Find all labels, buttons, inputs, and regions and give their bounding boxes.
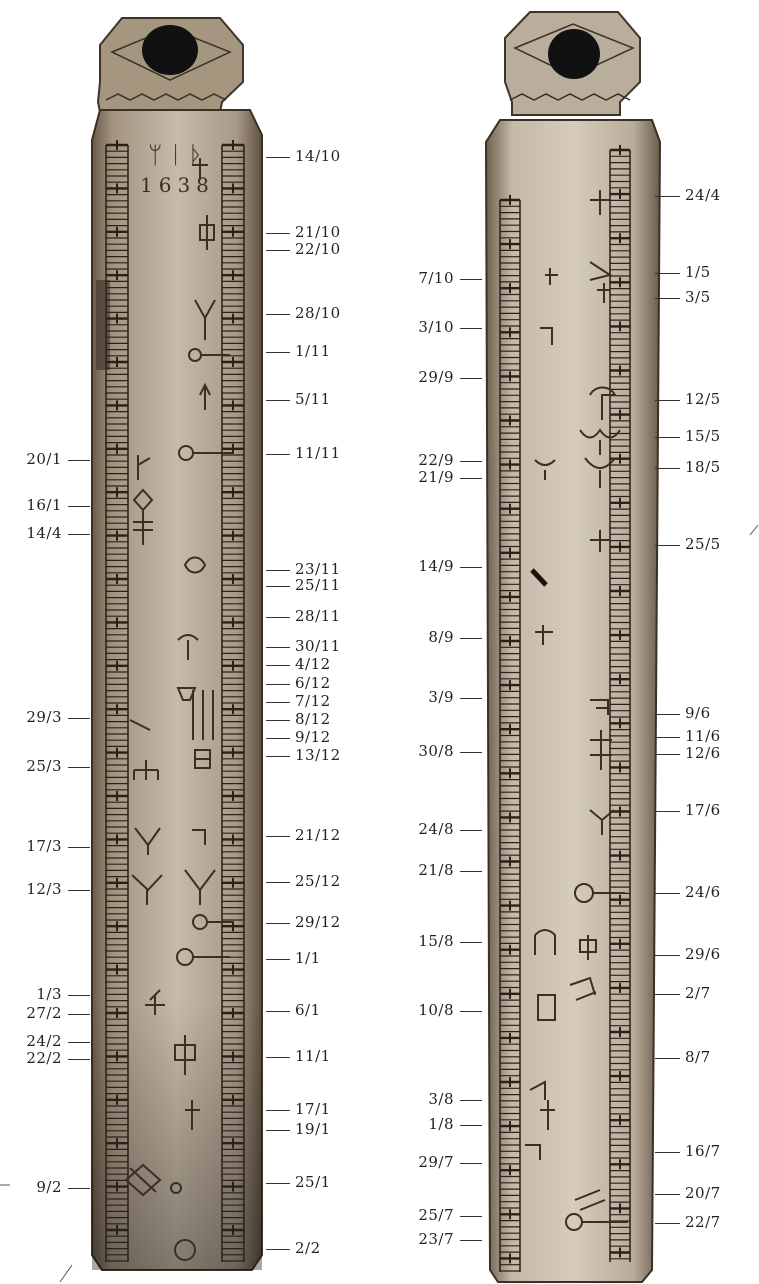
date-label: 12/6	[685, 744, 721, 762]
label-leader-line	[266, 157, 290, 158]
label-leader-line	[655, 1194, 680, 1195]
label-leader-line	[655, 196, 680, 197]
date-label: 1/1	[295, 949, 321, 967]
inscription-top: ᛘᛁᚦ	[148, 141, 210, 169]
label-leader-line	[266, 756, 290, 757]
date-label: 30/8	[418, 742, 454, 760]
label-leader-line	[655, 437, 680, 438]
date-label: 17/3	[26, 837, 62, 855]
date-label: 7/10	[418, 269, 454, 287]
date-label: 22/10	[295, 240, 341, 258]
label-leader-line	[266, 647, 290, 648]
date-label: 22/9	[418, 451, 454, 469]
label-leader-line	[68, 1188, 90, 1189]
label-leader-line	[460, 638, 482, 639]
date-label: 28/11	[295, 607, 341, 625]
label-leader-line	[266, 314, 290, 315]
label-leader-line	[655, 737, 680, 738]
date-label: 2/7	[685, 984, 711, 1002]
label-leader-line	[460, 1125, 482, 1126]
label-leader-line	[655, 400, 680, 401]
date-label: 8/9	[428, 628, 454, 646]
date-label: 29/6	[685, 945, 721, 963]
date-label: 27/2	[26, 1004, 62, 1022]
label-leader-line	[460, 567, 482, 568]
label-leader-line	[266, 1057, 290, 1058]
label-leader-line	[266, 233, 290, 234]
date-label: 24/4	[685, 186, 721, 204]
label-leader-line	[266, 702, 290, 703]
label-leader-line	[266, 959, 290, 960]
date-label: 9/12	[295, 728, 331, 746]
date-label: 9/2	[36, 1178, 62, 1196]
inscription-year: 1638	[140, 173, 215, 197]
label-leader-line	[266, 923, 290, 924]
hanging-hole	[548, 29, 600, 79]
label-leader-line	[655, 1223, 680, 1224]
date-label: 29/3	[26, 708, 62, 726]
date-label: 4/12	[295, 655, 331, 673]
label-leader-line	[460, 830, 482, 831]
label-leader-line	[266, 454, 290, 455]
date-label: 25/3	[26, 757, 62, 775]
date-label: 14/10	[295, 147, 341, 165]
date-label: 12/3	[26, 880, 62, 898]
calendar-stick-2	[486, 12, 660, 1282]
date-label: 25/5	[685, 535, 721, 553]
label-leader-line	[655, 273, 680, 274]
date-label: 19/1	[295, 1120, 331, 1138]
date-label: 29/7	[418, 1153, 454, 1171]
label-leader-line	[266, 1183, 290, 1184]
label-leader-line	[68, 995, 90, 996]
label-leader-line	[655, 811, 680, 812]
date-label: 25/7	[418, 1206, 454, 1224]
date-label: 12/5	[685, 390, 721, 408]
label-leader-line	[68, 1042, 90, 1043]
date-label: 29/9	[418, 368, 454, 386]
label-leader-line	[460, 942, 482, 943]
label-leader-line	[460, 871, 482, 872]
label-leader-line	[266, 1130, 290, 1131]
label-leader-line	[68, 1059, 90, 1060]
label-leader-line	[655, 1058, 680, 1059]
date-label: 3/9	[428, 688, 454, 706]
label-leader-line	[266, 738, 290, 739]
label-leader-line	[68, 847, 90, 848]
label-leader-line	[655, 955, 680, 956]
label-leader-line	[460, 478, 482, 479]
label-leader-line	[68, 890, 90, 891]
date-label: 20/1	[26, 450, 62, 468]
date-label: 17/6	[685, 801, 721, 819]
date-label: 21/10	[295, 223, 341, 241]
label-leader-line	[655, 545, 680, 546]
date-label: 29/12	[295, 913, 341, 931]
date-label: 14/9	[418, 557, 454, 575]
date-label: 3/10	[418, 318, 454, 336]
date-label: 20/7	[685, 1184, 721, 1202]
label-leader-line	[460, 461, 482, 462]
hanging-hole	[142, 25, 198, 75]
date-label: 23/7	[418, 1230, 454, 1248]
date-label: 22/7	[685, 1213, 721, 1231]
date-label: 22/2	[26, 1049, 62, 1067]
date-label: 16/1	[26, 496, 62, 514]
date-label: 24/2	[26, 1032, 62, 1050]
date-label: 11/6	[685, 727, 721, 745]
date-label: 24/6	[685, 883, 721, 901]
date-label: 3/8	[428, 1090, 454, 1108]
date-label: 1/8	[428, 1115, 454, 1133]
date-label: 11/11	[295, 444, 341, 462]
date-label: 11/1	[295, 1047, 331, 1065]
label-leader-line	[68, 718, 90, 719]
label-leader-line	[460, 1100, 482, 1101]
label-leader-line	[266, 586, 290, 587]
label-leader-line	[655, 754, 680, 755]
label-leader-line	[460, 279, 482, 280]
label-leader-line	[655, 893, 680, 894]
date-label: 5/11	[295, 390, 331, 408]
date-label: 8/7	[685, 1048, 711, 1066]
label-leader-line	[460, 328, 482, 329]
label-leader-line	[266, 882, 290, 883]
label-leader-line	[266, 1249, 290, 1250]
label-leader-line	[68, 767, 90, 768]
date-label: 25/11	[295, 576, 341, 594]
label-leader-line	[460, 1216, 482, 1217]
date-label: 25/12	[295, 872, 341, 890]
date-label: 21/8	[418, 861, 454, 879]
date-label: 14/4	[26, 524, 62, 542]
label-leader-line	[68, 506, 90, 507]
date-label: 1/3	[36, 985, 62, 1003]
date-label: 1/5	[685, 263, 711, 281]
label-leader-line	[266, 1011, 290, 1012]
label-leader-line	[266, 352, 290, 353]
date-label: 23/11	[295, 560, 341, 578]
label-leader-line	[655, 298, 680, 299]
label-leader-line	[655, 714, 680, 715]
date-label: 30/11	[295, 637, 341, 655]
label-leader-line	[266, 617, 290, 618]
label-leader-line	[266, 836, 290, 837]
date-label: 6/1	[295, 1001, 321, 1019]
label-leader-line	[460, 698, 482, 699]
date-label: 15/5	[685, 427, 721, 445]
label-leader-line	[460, 1240, 482, 1241]
date-label: 16/7	[685, 1142, 721, 1160]
label-leader-line	[266, 1110, 290, 1111]
date-label: 7/12	[295, 692, 331, 710]
label-leader-line	[655, 468, 680, 469]
date-label: 21/12	[295, 826, 341, 844]
date-label: 2/2	[295, 1239, 321, 1257]
label-leader-line	[68, 460, 90, 461]
label-leader-line	[460, 378, 482, 379]
label-leader-line	[460, 1163, 482, 1164]
date-label: 9/6	[685, 704, 711, 722]
date-label: 15/8	[418, 932, 454, 950]
date-label: 3/5	[685, 288, 711, 306]
date-label: 28/10	[295, 304, 341, 322]
date-label: 10/8	[418, 1001, 454, 1019]
label-leader-line	[68, 1014, 90, 1015]
label-leader-line	[266, 684, 290, 685]
label-leader-line	[266, 400, 290, 401]
date-label: 17/1	[295, 1100, 331, 1118]
date-label: 6/12	[295, 674, 331, 692]
date-label: 1/11	[295, 342, 331, 360]
date-label: 8/12	[295, 710, 331, 728]
calendar-stick-1	[92, 18, 262, 1270]
label-leader-line	[655, 1152, 680, 1153]
date-label: 25/1	[295, 1173, 331, 1191]
label-leader-line	[655, 994, 680, 995]
date-label: 13/12	[295, 746, 341, 764]
date-label: 24/8	[418, 820, 454, 838]
label-leader-line	[460, 1011, 482, 1012]
label-leader-line	[266, 665, 290, 666]
label-leader-line	[68, 534, 90, 535]
date-label: 18/5	[685, 458, 721, 476]
label-leader-line	[460, 752, 482, 753]
label-leader-line	[266, 720, 290, 721]
label-leader-line	[266, 250, 290, 251]
date-label: 21/9	[418, 468, 454, 486]
label-leader-line	[266, 570, 290, 571]
